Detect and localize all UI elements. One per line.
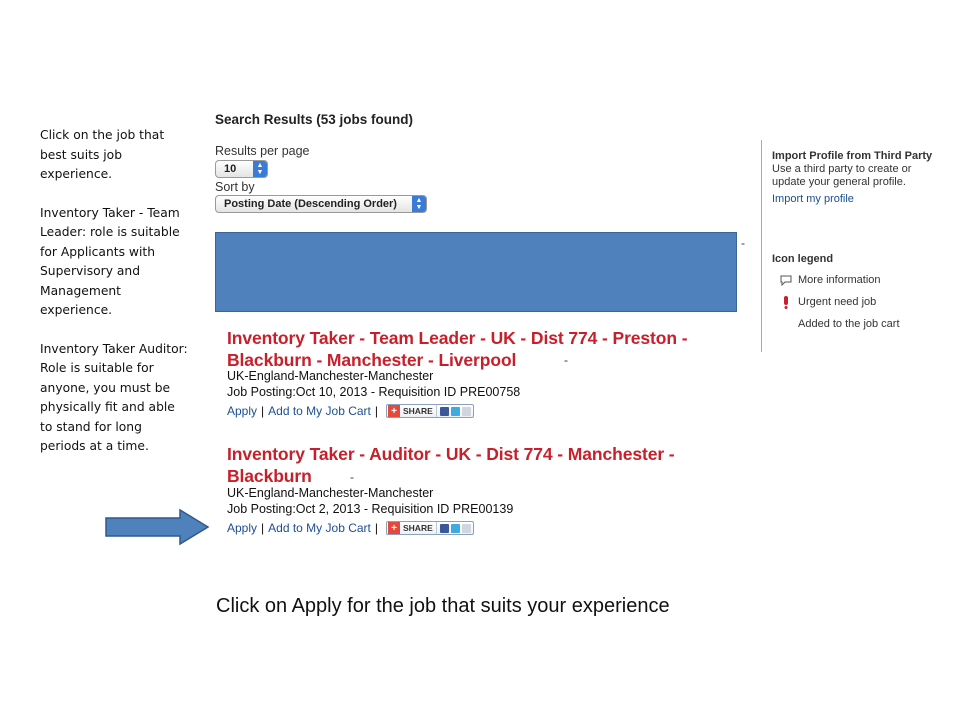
pointer-arrow-icon [104,508,212,546]
email-icon [462,407,471,416]
legend-urgent-need-job: Urgent need job [780,296,942,308]
add-to-job-cart-link[interactable]: Add to My Job Cart [268,521,371,535]
facebook-icon [440,407,449,416]
job-location-1: UK-England-Manchester-Manchester [227,369,434,383]
select-arrows-icon: ▲ ▼ [253,161,267,177]
legend-added-to-job-cart: Added to the job cart [780,318,942,330]
search-results-title: Search Results (53 jobs found) [215,112,414,127]
email-icon [462,524,471,533]
highlight-banner [215,232,737,312]
share-button[interactable] [386,404,474,418]
job-result-2 [227,443,747,487]
instruction-notes [40,126,190,457]
job-posting-2: Job Posting:Oct 2, 2013 - Requisition ID PRE00139 [227,502,514,516]
urgent-icon [780,296,792,308]
sidebar-divider [761,140,762,352]
job-title-1[interactable] [227,327,747,371]
job-cart-icon [780,318,792,330]
note-auditor-title: Inventory Taker Auditor: [40,341,188,356]
twitter-icon [451,524,460,533]
job-title-link[interactable]: Blackburn - Manchester - Liverpool [227,350,517,370]
facebook-icon [440,524,449,533]
plus-icon: + [388,405,400,417]
slide-caption: Click on Apply for the job that suits your experience [216,595,670,617]
twitter-icon [451,407,460,416]
import-my-profile-link[interactable]: Import my profile [772,193,854,205]
plus-icon: + [388,522,400,534]
banner-dash: - [741,236,745,250]
job-title-link[interactable]: Inventory Taker - Team Leader - UK - Dist 774 - Preston - [227,328,688,348]
import-profile-heading: Import Profile from Third Party [772,150,933,162]
sort-by-label: Sort by [215,180,255,194]
select-arrows-icon: ▲ ▼ [412,196,426,212]
note-team-leader: Inventory Taker - Team Leader: role is suitable for Applicants with Supervisory and Management experience. [40,205,180,317]
job-dash-1: - [564,353,568,367]
job-title-2[interactable] [227,443,747,487]
results-per-page-label: Results per page [215,144,310,158]
note-intro: Click on the job that best suits job experience. [40,128,165,181]
job-title-link[interactable]: Inventory Taker - Auditor - UK - Dist 774 - Manchester - [227,444,675,464]
job-title-link[interactable]: Blackburn [227,466,312,486]
sort-by-value: Posting Date (Descending Order) [224,198,397,210]
icon-legend-heading: Icon legend [772,253,834,265]
job-posting-1: Job Posting:Oct 10, 2013 - Requisition ID PRE00758 [227,385,521,399]
job-dash-2: - [350,470,354,484]
job-actions-1: Apply | Add to My Job Cart | + SHARE [227,404,474,418]
legend-more-information: More information [780,274,942,286]
import-profile-text: Use a third party to create or update your general profile. [772,163,912,188]
sort-by-select[interactable] [215,195,427,213]
note-auditor-desc: Role is suitable for anyone, you must be physically fit and able to stand for long periods at a time. [40,361,175,453]
share-label: SHARE [403,406,433,416]
job-location-2: UK-England-Manchester-Manchester [227,486,434,500]
job-actions-2: Apply | Add to My Job Cart | + SHARE [227,521,474,535]
results-per-page-select[interactable] [215,160,268,178]
share-button[interactable] [386,521,474,535]
add-to-job-cart-link[interactable]: Add to My Job Cart [268,404,371,418]
job-result-1 [227,327,747,371]
speech-bubble-icon [780,274,792,286]
share-label: SHARE [403,523,433,533]
apply-link[interactable]: Apply [227,404,258,418]
results-per-page-value: 10 [224,163,237,175]
sidebar [772,150,942,330]
apply-link[interactable]: Apply [227,521,258,535]
